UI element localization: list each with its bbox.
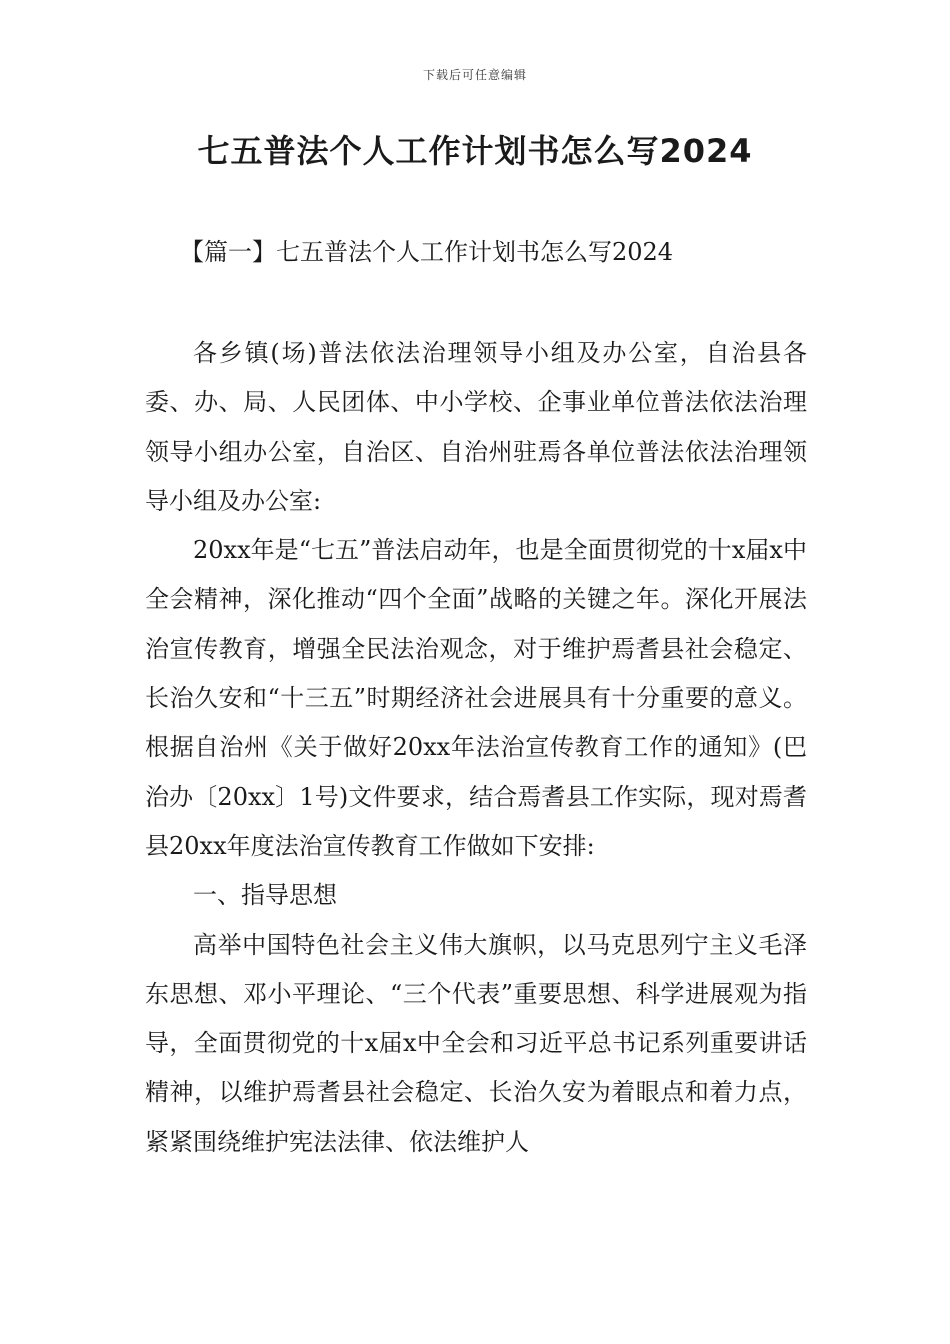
paragraph-background: 20xx年是“七五”普法启动年，也是全面贯彻党的十x届x中全会精神，深化推动“四个全面”战略的关键之年。深化开展法治宣传教育，增强全民法治观念，对于维护焉耆县社会稳定、长治久安和“十三五”时期经济社会进展具有十分重要的意义。根据自治州《关于做好20xx年法治宣传教育工作的通知》(巴治办〔20xx〕1号)文件要求，结合焉耆县工作实际，现对焉耆县20xx年度法治宣传教育工作做如下安排: — [145, 536, 807, 860]
heading-guiding-ideology: 一、指导思想 — [193, 881, 337, 910]
header-note: 下载后可任意编辑 — [422, 68, 527, 82]
paragraph-addressees: 各乡镇(场)普法依法治理领导小组及办公室，自治县各委、办、局、人民团体、中小学校、企事业单位普法依法治理领导小组办公室，自治区、自治州驻焉各单位普法依法治理领导小组及办公室: — [145, 339, 807, 515]
document-title: 七五普法个人工作计划书怎么写2024 — [197, 132, 753, 170]
paragraph-guiding-ideology: 高举中国特色社会主义伟大旗帜，以马克思列宁主义毛泽东思想、邓小平理论、“三个代表”重要思想、科学进展观为指导，全面贯彻党的十x届x中全会和习近平总书记系列重要讲话精神，以维护焉耆县社会稳定、长治久安为着眼点和着力点，紧紧围绕维护宪法法律、依法维护人 — [145, 930, 807, 1156]
document-body — [145, 329, 807, 1167]
section-title: 【篇一】七五普法个人工作计划书怎么写2024 — [180, 238, 674, 266]
